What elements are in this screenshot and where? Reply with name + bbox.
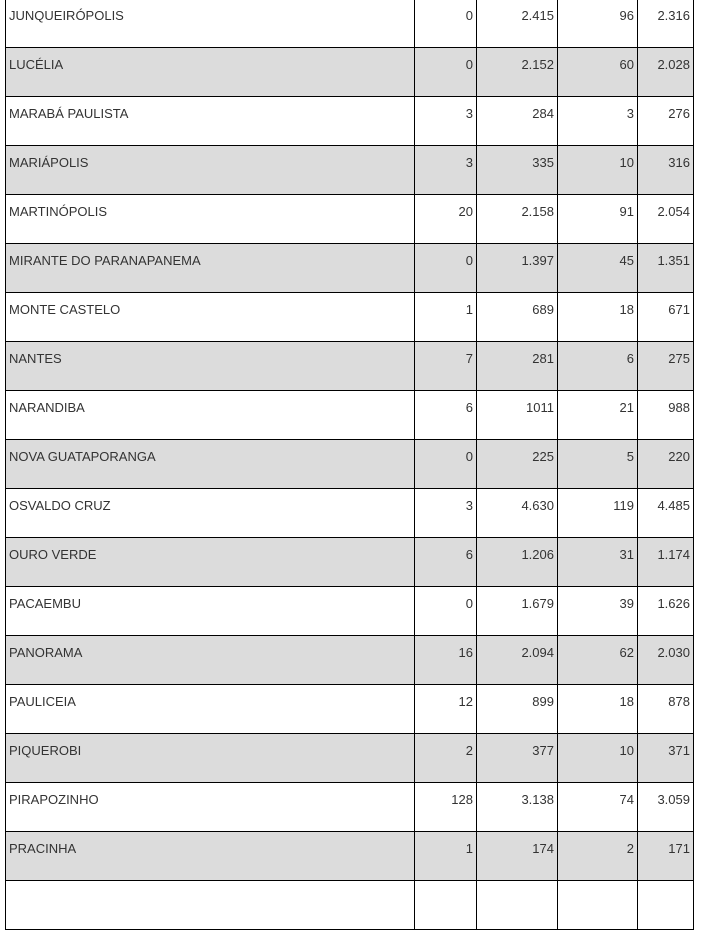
municipality-name-cell xyxy=(6,636,415,685)
municipality-name: MIRANTE DO PARANAPANEMA xyxy=(9,253,201,268)
municipality-name-cell xyxy=(6,244,415,293)
cell-value: 4.485 xyxy=(657,498,690,513)
cell-value: 39 xyxy=(619,596,634,611)
value-col-2-cell xyxy=(477,97,558,146)
cell-value: 2.094 xyxy=(521,645,554,660)
cell-value: 62 xyxy=(619,645,634,660)
value-col-1-cell xyxy=(415,538,477,587)
municipality-name-cell xyxy=(6,440,415,489)
municipality-name: MARTINÓPOLIS xyxy=(9,204,108,219)
cell-value: 281 xyxy=(532,351,554,366)
cell-value: 335 xyxy=(532,155,554,170)
municipality-name: OURO VERDE xyxy=(9,547,97,562)
cell-value: 6 xyxy=(626,351,634,366)
cell-value: 7 xyxy=(465,351,473,366)
value-col-1-cell xyxy=(415,881,477,930)
value-col-1-cell xyxy=(415,783,477,832)
cell-value: 10 xyxy=(619,155,634,170)
value-col-4-cell xyxy=(638,881,694,930)
value-col-1-cell xyxy=(415,391,477,440)
municipality-name-cell xyxy=(6,48,415,97)
cell-value: 18 xyxy=(619,694,634,709)
value-col-2-cell xyxy=(477,538,558,587)
value-col-1-cell xyxy=(415,342,477,391)
municipality-name-cell xyxy=(6,146,415,195)
municipality-name: PAULICEIA xyxy=(9,694,76,709)
municipality-name-cell xyxy=(6,195,415,244)
cell-value: 6 xyxy=(465,400,473,415)
value-col-2-cell xyxy=(477,685,558,734)
cell-value: 284 xyxy=(532,106,554,121)
cell-value xyxy=(480,881,554,891)
value-col-4-cell xyxy=(638,832,694,881)
cell-value: 1.679 xyxy=(521,596,554,611)
cell-value: 225 xyxy=(532,449,554,464)
cell-value: 91 xyxy=(619,204,634,219)
table-row xyxy=(6,783,694,832)
value-col-1-cell xyxy=(415,146,477,195)
cell-value: 371 xyxy=(668,743,690,758)
value-col-1-cell xyxy=(415,48,477,97)
value-col-2-cell xyxy=(477,587,558,636)
cell-value: 2 xyxy=(465,743,473,758)
table-row xyxy=(6,48,694,97)
cell-value: 316 xyxy=(668,155,690,170)
value-col-1-cell xyxy=(415,832,477,881)
municipality-name: MARIÁPOLIS xyxy=(9,155,89,170)
cell-value: 988 xyxy=(668,400,690,415)
table-row xyxy=(6,734,694,783)
value-col-2-cell xyxy=(477,293,558,342)
municipality-name: MONTE CASTELO xyxy=(9,302,121,317)
value-col-4-cell xyxy=(638,0,694,48)
value-col-2-cell xyxy=(477,881,558,930)
value-col-2-cell xyxy=(477,489,558,538)
cell-value: 171 xyxy=(668,841,690,856)
table-row xyxy=(6,636,694,685)
cell-value: 878 xyxy=(668,694,690,709)
value-col-3-cell xyxy=(558,881,638,930)
value-col-1-cell xyxy=(415,293,477,342)
cell-value: 0 xyxy=(465,57,473,72)
value-col-3-cell xyxy=(558,489,638,538)
value-col-4-cell xyxy=(638,489,694,538)
cell-value: 2 xyxy=(626,841,634,856)
cell-value: 3.059 xyxy=(657,792,690,807)
value-col-4-cell xyxy=(638,342,694,391)
municipality-name: LUCÉLIA xyxy=(9,57,64,72)
cell-value: 20 xyxy=(458,204,473,219)
value-col-4-cell xyxy=(638,440,694,489)
cell-value: 174 xyxy=(532,841,554,856)
cell-value: 0 xyxy=(465,253,473,268)
cell-value: 1.626 xyxy=(657,596,690,611)
municipality-name: OSVALDO CRUZ xyxy=(9,498,111,513)
table-row xyxy=(6,832,694,881)
value-col-3-cell xyxy=(558,342,638,391)
municipality-name: NOVA GUATAPORANGA xyxy=(9,449,156,464)
cell-value: 1 xyxy=(465,841,473,856)
value-col-3-cell xyxy=(558,685,638,734)
municipality-name-cell xyxy=(6,538,415,587)
value-col-4-cell xyxy=(638,391,694,440)
cell-value: 0 xyxy=(465,449,473,464)
cell-value: 18 xyxy=(619,302,634,317)
cell-value: 1.206 xyxy=(521,547,554,562)
value-col-3-cell xyxy=(558,783,638,832)
table-row xyxy=(6,293,694,342)
value-col-3-cell xyxy=(558,195,638,244)
value-col-3-cell xyxy=(558,293,638,342)
table-row xyxy=(6,146,694,195)
value-col-4-cell xyxy=(638,685,694,734)
municipality-name-cell xyxy=(6,489,415,538)
table-row xyxy=(6,244,694,293)
cell-value: 5 xyxy=(626,449,634,464)
cell-value: 12 xyxy=(458,694,473,709)
cell-value: 689 xyxy=(532,302,554,317)
value-col-3-cell xyxy=(558,0,638,48)
value-col-2-cell xyxy=(477,195,558,244)
cell-value: 119 xyxy=(613,498,634,513)
municipality-name-cell xyxy=(6,0,415,48)
municipality-name-cell xyxy=(6,685,415,734)
table-row xyxy=(6,881,694,930)
cell-value: 0 xyxy=(465,8,473,23)
cell-value: 128 xyxy=(451,792,473,807)
table-row xyxy=(6,391,694,440)
cell-value: 74 xyxy=(619,792,634,807)
value-col-2-cell xyxy=(477,391,558,440)
value-col-1-cell xyxy=(415,97,477,146)
cell-value: 60 xyxy=(619,57,634,72)
value-col-1-cell xyxy=(415,685,477,734)
cell-value: 1.351 xyxy=(657,253,690,268)
cell-value: 1.397 xyxy=(521,253,554,268)
cell-value: 2.415 xyxy=(521,8,554,23)
cell-value xyxy=(561,881,634,891)
value-col-2-cell xyxy=(477,342,558,391)
value-col-1-cell xyxy=(415,0,477,48)
municipality-name-cell xyxy=(6,783,415,832)
cell-value xyxy=(641,881,690,891)
value-col-4-cell xyxy=(638,97,694,146)
cell-value: 0 xyxy=(465,596,473,611)
value-col-1-cell xyxy=(415,489,477,538)
municipality-name-cell xyxy=(6,342,415,391)
cell-value: 3 xyxy=(465,155,473,170)
municipality-name: NARANDIBA xyxy=(9,400,85,415)
municipality-name: MARABÁ PAULISTA xyxy=(9,106,129,121)
cell-value: 21 xyxy=(619,400,634,415)
value-col-4-cell xyxy=(638,783,694,832)
municipality-name: JUNQUEIRÓPOLIS xyxy=(9,8,124,23)
cell-value: 276 xyxy=(668,106,690,121)
value-col-2-cell xyxy=(477,832,558,881)
value-col-1-cell xyxy=(415,244,477,293)
municipality-name-cell xyxy=(6,881,415,930)
cell-value: 2.316 xyxy=(657,8,690,23)
value-col-3-cell xyxy=(558,587,638,636)
value-col-4-cell xyxy=(638,587,694,636)
cell-value xyxy=(418,881,473,891)
cell-value: 31 xyxy=(619,547,634,562)
table-row xyxy=(6,195,694,244)
cell-value: 275 xyxy=(668,351,690,366)
cell-value: 2.028 xyxy=(657,57,690,72)
cell-value: 16 xyxy=(458,645,473,660)
value-col-3-cell xyxy=(558,636,638,685)
cell-value: 2.152 xyxy=(521,57,554,72)
value-col-4-cell xyxy=(638,734,694,783)
value-col-2-cell xyxy=(477,244,558,293)
municipality-name-cell xyxy=(6,832,415,881)
municipality-name-cell xyxy=(6,587,415,636)
cell-value: 377 xyxy=(532,743,554,758)
municipality-name-cell xyxy=(6,293,415,342)
cell-value: 6 xyxy=(465,547,473,562)
value-col-2-cell xyxy=(477,783,558,832)
value-col-4-cell xyxy=(638,195,694,244)
value-col-1-cell xyxy=(415,440,477,489)
value-col-4-cell xyxy=(638,146,694,195)
value-col-3-cell xyxy=(558,146,638,195)
table-row xyxy=(6,97,694,146)
cell-value: 4.630 xyxy=(521,498,554,513)
table-row xyxy=(6,0,694,48)
value-col-3-cell xyxy=(558,538,638,587)
municipality-data-table xyxy=(5,0,694,930)
value-col-1-cell xyxy=(415,587,477,636)
cell-value: 3 xyxy=(465,498,473,513)
value-col-2-cell xyxy=(477,48,558,97)
municipality-name-cell xyxy=(6,391,415,440)
municipality-name: PIRAPOZINHO xyxy=(9,792,99,807)
cell-value: 2.054 xyxy=(657,204,690,219)
cell-value: 2.030 xyxy=(657,645,690,660)
table-row xyxy=(6,685,694,734)
municipality-name: PIQUEROBI xyxy=(9,743,82,758)
cell-value: 2.158 xyxy=(521,204,554,219)
value-col-3-cell xyxy=(558,48,638,97)
value-col-2-cell xyxy=(477,440,558,489)
value-col-3-cell xyxy=(558,391,638,440)
municipality-name-cell xyxy=(6,734,415,783)
value-col-4-cell xyxy=(638,244,694,293)
cell-value: 220 xyxy=(668,449,690,464)
cell-value: 96 xyxy=(619,8,634,23)
table-row xyxy=(6,538,694,587)
value-col-4-cell xyxy=(638,293,694,342)
value-col-2-cell xyxy=(477,734,558,783)
municipality-name: PANORAMA xyxy=(9,645,83,660)
cell-value: 1 xyxy=(465,302,473,317)
municipality-name xyxy=(9,881,411,891)
cell-value: 899 xyxy=(532,694,554,709)
value-col-2-cell xyxy=(477,0,558,48)
cell-value: 1011 xyxy=(526,400,554,415)
value-col-1-cell xyxy=(415,734,477,783)
table-row xyxy=(6,342,694,391)
cell-value: 10 xyxy=(619,743,634,758)
value-col-4-cell xyxy=(638,48,694,97)
value-col-2-cell xyxy=(477,636,558,685)
municipality-name-cell xyxy=(6,97,415,146)
value-col-2-cell xyxy=(477,146,558,195)
table-row xyxy=(6,587,694,636)
municipality-name: PACAEMBU xyxy=(9,596,81,611)
value-col-3-cell xyxy=(558,832,638,881)
table-row xyxy=(6,440,694,489)
cell-value: 3 xyxy=(626,106,634,121)
value-col-3-cell xyxy=(558,244,638,293)
table-body xyxy=(6,0,694,930)
cell-value: 45 xyxy=(619,253,634,268)
value-col-3-cell xyxy=(558,97,638,146)
table-row xyxy=(6,489,694,538)
municipality-name: NANTES xyxy=(9,351,62,366)
cell-value: 3 xyxy=(465,106,473,121)
municipality-name: PRACINHA xyxy=(9,841,77,856)
cell-value: 671 xyxy=(668,302,690,317)
value-col-1-cell xyxy=(415,195,477,244)
value-col-3-cell xyxy=(558,734,638,783)
value-col-1-cell xyxy=(415,636,477,685)
value-col-3-cell xyxy=(558,440,638,489)
value-col-4-cell xyxy=(638,538,694,587)
cell-value: 1.174 xyxy=(657,547,690,562)
value-col-4-cell xyxy=(638,636,694,685)
cell-value: 3.138 xyxy=(521,792,554,807)
